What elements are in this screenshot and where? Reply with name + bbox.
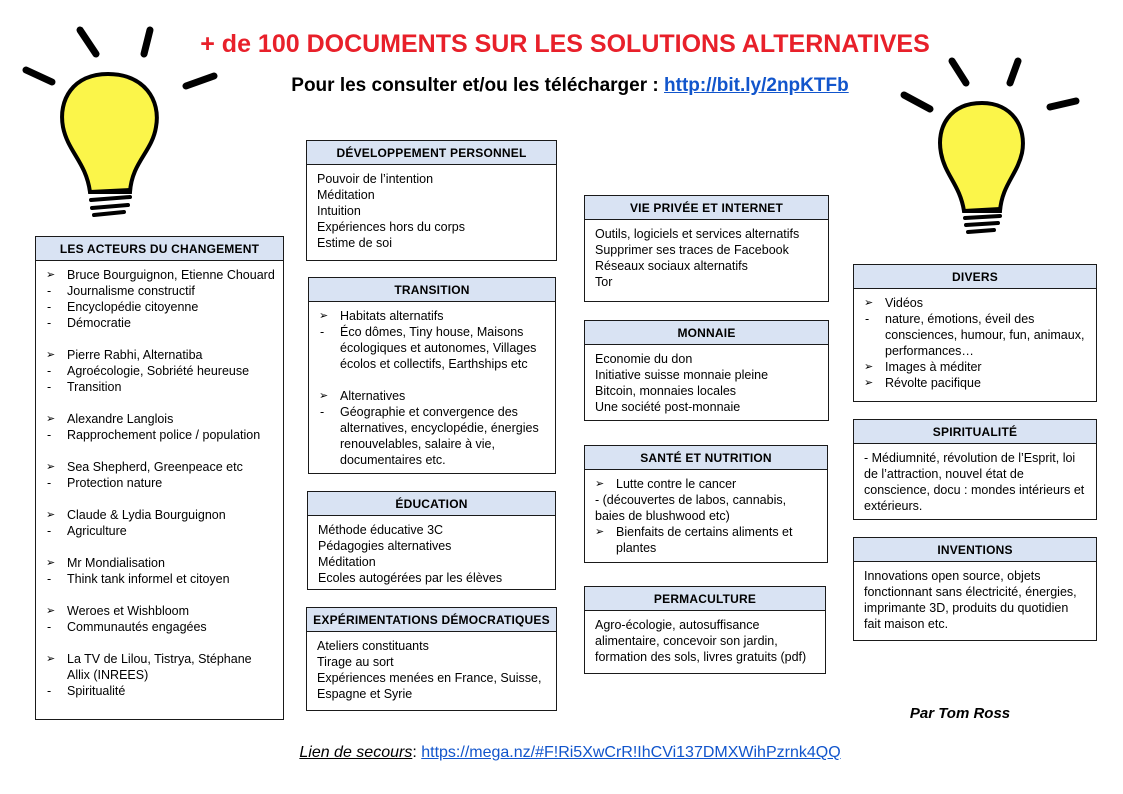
section-title: ÉDUCATION xyxy=(308,492,555,516)
list-item: Innovations open source, objets fonctionnant sans électricité, énergies, imprimante 3D, produits du quotidien fait maison etc. xyxy=(864,569,1077,631)
section-list xyxy=(864,450,1088,514)
list-spacer xyxy=(46,395,275,411)
list-item: ➢ Images à méditer xyxy=(864,359,1088,375)
section-body xyxy=(309,302,555,474)
section-body xyxy=(307,632,556,708)
list-item: ➢ Alexandre Langlois xyxy=(46,411,275,427)
section-body xyxy=(585,611,825,671)
section-title: MONNAIE xyxy=(585,321,828,345)
list-item: Expériences hors du corps xyxy=(317,220,465,234)
download-link[interactable]: http://bit.ly/2npKTFb xyxy=(664,75,849,96)
section-sante xyxy=(584,445,828,563)
list-item: - Transition xyxy=(46,379,275,395)
list-item: ➢ Lutte contre le cancer xyxy=(595,476,819,492)
list-item: Méditation xyxy=(317,188,375,202)
list-item: Ecoles autogérées par les élèves xyxy=(318,571,503,585)
list-item: Expériences menées en France, Suisse, Espagne et Syrie xyxy=(317,671,542,701)
section-body xyxy=(585,220,828,296)
list-item: Estime de soi xyxy=(317,236,393,250)
list-item: - Rapprochement police / population xyxy=(46,427,275,443)
section-list xyxy=(319,308,547,468)
section-list xyxy=(595,617,817,665)
list-item: Outils, logiciels et services alternatifs xyxy=(595,227,800,241)
list-item: Tirage au sort xyxy=(317,655,394,669)
list-item: ➢ Révolte pacifique xyxy=(864,375,1088,391)
list-spacer xyxy=(46,539,275,555)
list-item: - Agriculture xyxy=(46,523,275,539)
page-subtitle xyxy=(240,75,900,97)
lightbulb-icon xyxy=(890,55,1090,245)
section-monnaie xyxy=(584,320,829,421)
section-title: INVENTIONS xyxy=(854,538,1096,562)
list-item: - Géographie et convergence des alternatives, encyclopédie, énergies renouvelables, salaire à vie, documentaires etc. xyxy=(319,404,547,468)
list-spacer xyxy=(319,372,547,388)
list-item: ➢ Mr Mondialisation xyxy=(46,555,275,571)
section-developpement xyxy=(306,140,557,261)
section-vie-privee xyxy=(584,195,829,302)
section-list xyxy=(317,171,548,251)
list-spacer xyxy=(46,331,275,347)
list-item: - Agroécologie, Sobriété heureuse xyxy=(46,363,275,379)
list-item: ➢ Weroes et Wishbloom xyxy=(46,603,275,619)
section-title: DÉVELOPPEMENT PERSONNEL xyxy=(307,141,556,165)
list-item: Méditation xyxy=(318,555,376,569)
section-body xyxy=(307,165,556,257)
list-item: - Think tank informel et citoyen xyxy=(46,571,275,587)
list-item: - Éco dômes, Tiny house, Maisons écologiques et autonomes, Villages écolos et collectifs, Earthships etc xyxy=(319,324,547,372)
footer xyxy=(220,744,920,762)
section-body xyxy=(585,345,828,421)
backup-link[interactable]: https://mega.nz/#F!Ri5XwCrR!IhCVi137DMXWihPzrnk4QQ xyxy=(421,744,841,761)
section-inventions xyxy=(853,537,1097,641)
list-item: - Encyclopédie citoyenne xyxy=(46,299,275,315)
section-education xyxy=(307,491,556,590)
section-title: SANTÉ ET NUTRITION xyxy=(585,446,827,470)
section-list xyxy=(46,267,275,699)
list-item: - Protection nature xyxy=(46,475,275,491)
list-spacer xyxy=(46,491,275,507)
list-item: Réseaux sociaux alternatifs xyxy=(595,259,748,273)
section-body xyxy=(585,470,827,562)
list-item: Agro-écologie, autosuffisance alimentaire, concevoir son jardin, formation des sols, livres gratuits (pdf) xyxy=(595,618,807,664)
list-item: Initiative suisse monnaie pleine xyxy=(595,368,769,382)
list-spacer xyxy=(46,587,275,603)
section-spiritualite xyxy=(853,419,1097,520)
section-list xyxy=(595,476,819,556)
list-item: Economie du don xyxy=(595,352,693,366)
page-title: + de 100 DOCUMENTS SUR LES SOLUTIONS ALTERNATIVES xyxy=(200,30,930,58)
section-list xyxy=(317,638,548,702)
section-body xyxy=(36,261,283,705)
section-list xyxy=(864,568,1088,632)
list-item: ➢ Bienfaits de certains aliments et plantes xyxy=(595,524,819,556)
list-item: ➢ Alternatives xyxy=(319,388,547,404)
section-title: SPIRITUALITÉ xyxy=(854,420,1096,444)
list-item: ➢ La TV de Lilou, Tistrya, Stéphane Allix (INREES) xyxy=(46,651,275,683)
list-item: ➢ Claude & Lydia Bourguignon xyxy=(46,507,275,523)
list-item: - Spiritualité xyxy=(46,683,275,699)
list-item: Pouvoir de l’intention xyxy=(317,172,434,186)
list-item: - nature, émotions, éveil des consciences, humour, fun, animaux, performances… xyxy=(864,311,1088,359)
subtitle-text: Pour les consulter et/ou les télécharger : xyxy=(291,75,665,96)
list-item: ➢ Pierre Rabhi, Alternatiba xyxy=(46,347,275,363)
list-item: - Communautés engagées xyxy=(46,619,275,635)
list-item: - Médiumnité, révolution de l’Esprit, loi de l’attraction, nouvel état de conscience, docu : mondes intérieurs et extérieurs. xyxy=(864,451,1085,513)
footer-colon: : xyxy=(412,744,417,761)
list-item: ➢ Habitats alternatifs xyxy=(319,308,547,324)
section-title: LES ACTEURS DU CHANGEMENT xyxy=(36,237,283,261)
list-item: - Démocratie xyxy=(46,315,275,331)
list-item: Supprimer ses traces de Facebook xyxy=(595,243,789,257)
section-body xyxy=(854,562,1096,638)
section-title: PERMACULTURE xyxy=(585,587,825,611)
section-experimentations xyxy=(306,607,557,711)
list-item: Pédagogies alternatives xyxy=(318,539,452,553)
section-title: DIVERS xyxy=(854,265,1096,289)
list-spacer xyxy=(46,635,275,651)
list-item: Une société post-monnaie xyxy=(595,400,741,414)
list-item: Ateliers constituants xyxy=(317,639,429,653)
list-spacer xyxy=(46,443,275,459)
section-title: VIE PRIVÉE ET INTERNET xyxy=(585,196,828,220)
section-title: EXPÉRIMENTATIONS DÉMOCRATIQUES xyxy=(307,608,556,632)
list-item: Tor xyxy=(595,275,613,289)
section-acteurs xyxy=(35,236,284,720)
section-transition xyxy=(308,277,556,474)
section-body xyxy=(854,289,1096,397)
list-item: ➢ Vidéos xyxy=(864,295,1088,311)
list-item: ➢ Bruce Bourguignon, Etienne Chouard xyxy=(46,267,275,283)
section-list xyxy=(595,351,820,415)
section-body xyxy=(308,516,555,592)
author-credit: Par Tom Ross xyxy=(909,705,1011,722)
list-item: Intuition xyxy=(317,204,361,218)
section-body xyxy=(854,444,1096,520)
section-permaculture xyxy=(584,586,826,674)
section-list xyxy=(318,522,547,586)
section-list xyxy=(864,295,1088,391)
section-title: TRANSITION xyxy=(309,278,555,302)
section-divers xyxy=(853,264,1097,402)
footer-label: Lien de secours xyxy=(299,744,413,761)
section-list xyxy=(595,226,820,290)
list-item: Méthode éducative 3C xyxy=(318,523,444,537)
list-item: - Journalisme constructif xyxy=(46,283,275,299)
list-item: - (découvertes de labos, cannabis, baies de blushwood etc) xyxy=(595,493,787,523)
list-item: Bitcoin, monnaies locales xyxy=(595,384,737,398)
list-item: ➢ Sea Shepherd, Greenpeace etc xyxy=(46,459,275,475)
